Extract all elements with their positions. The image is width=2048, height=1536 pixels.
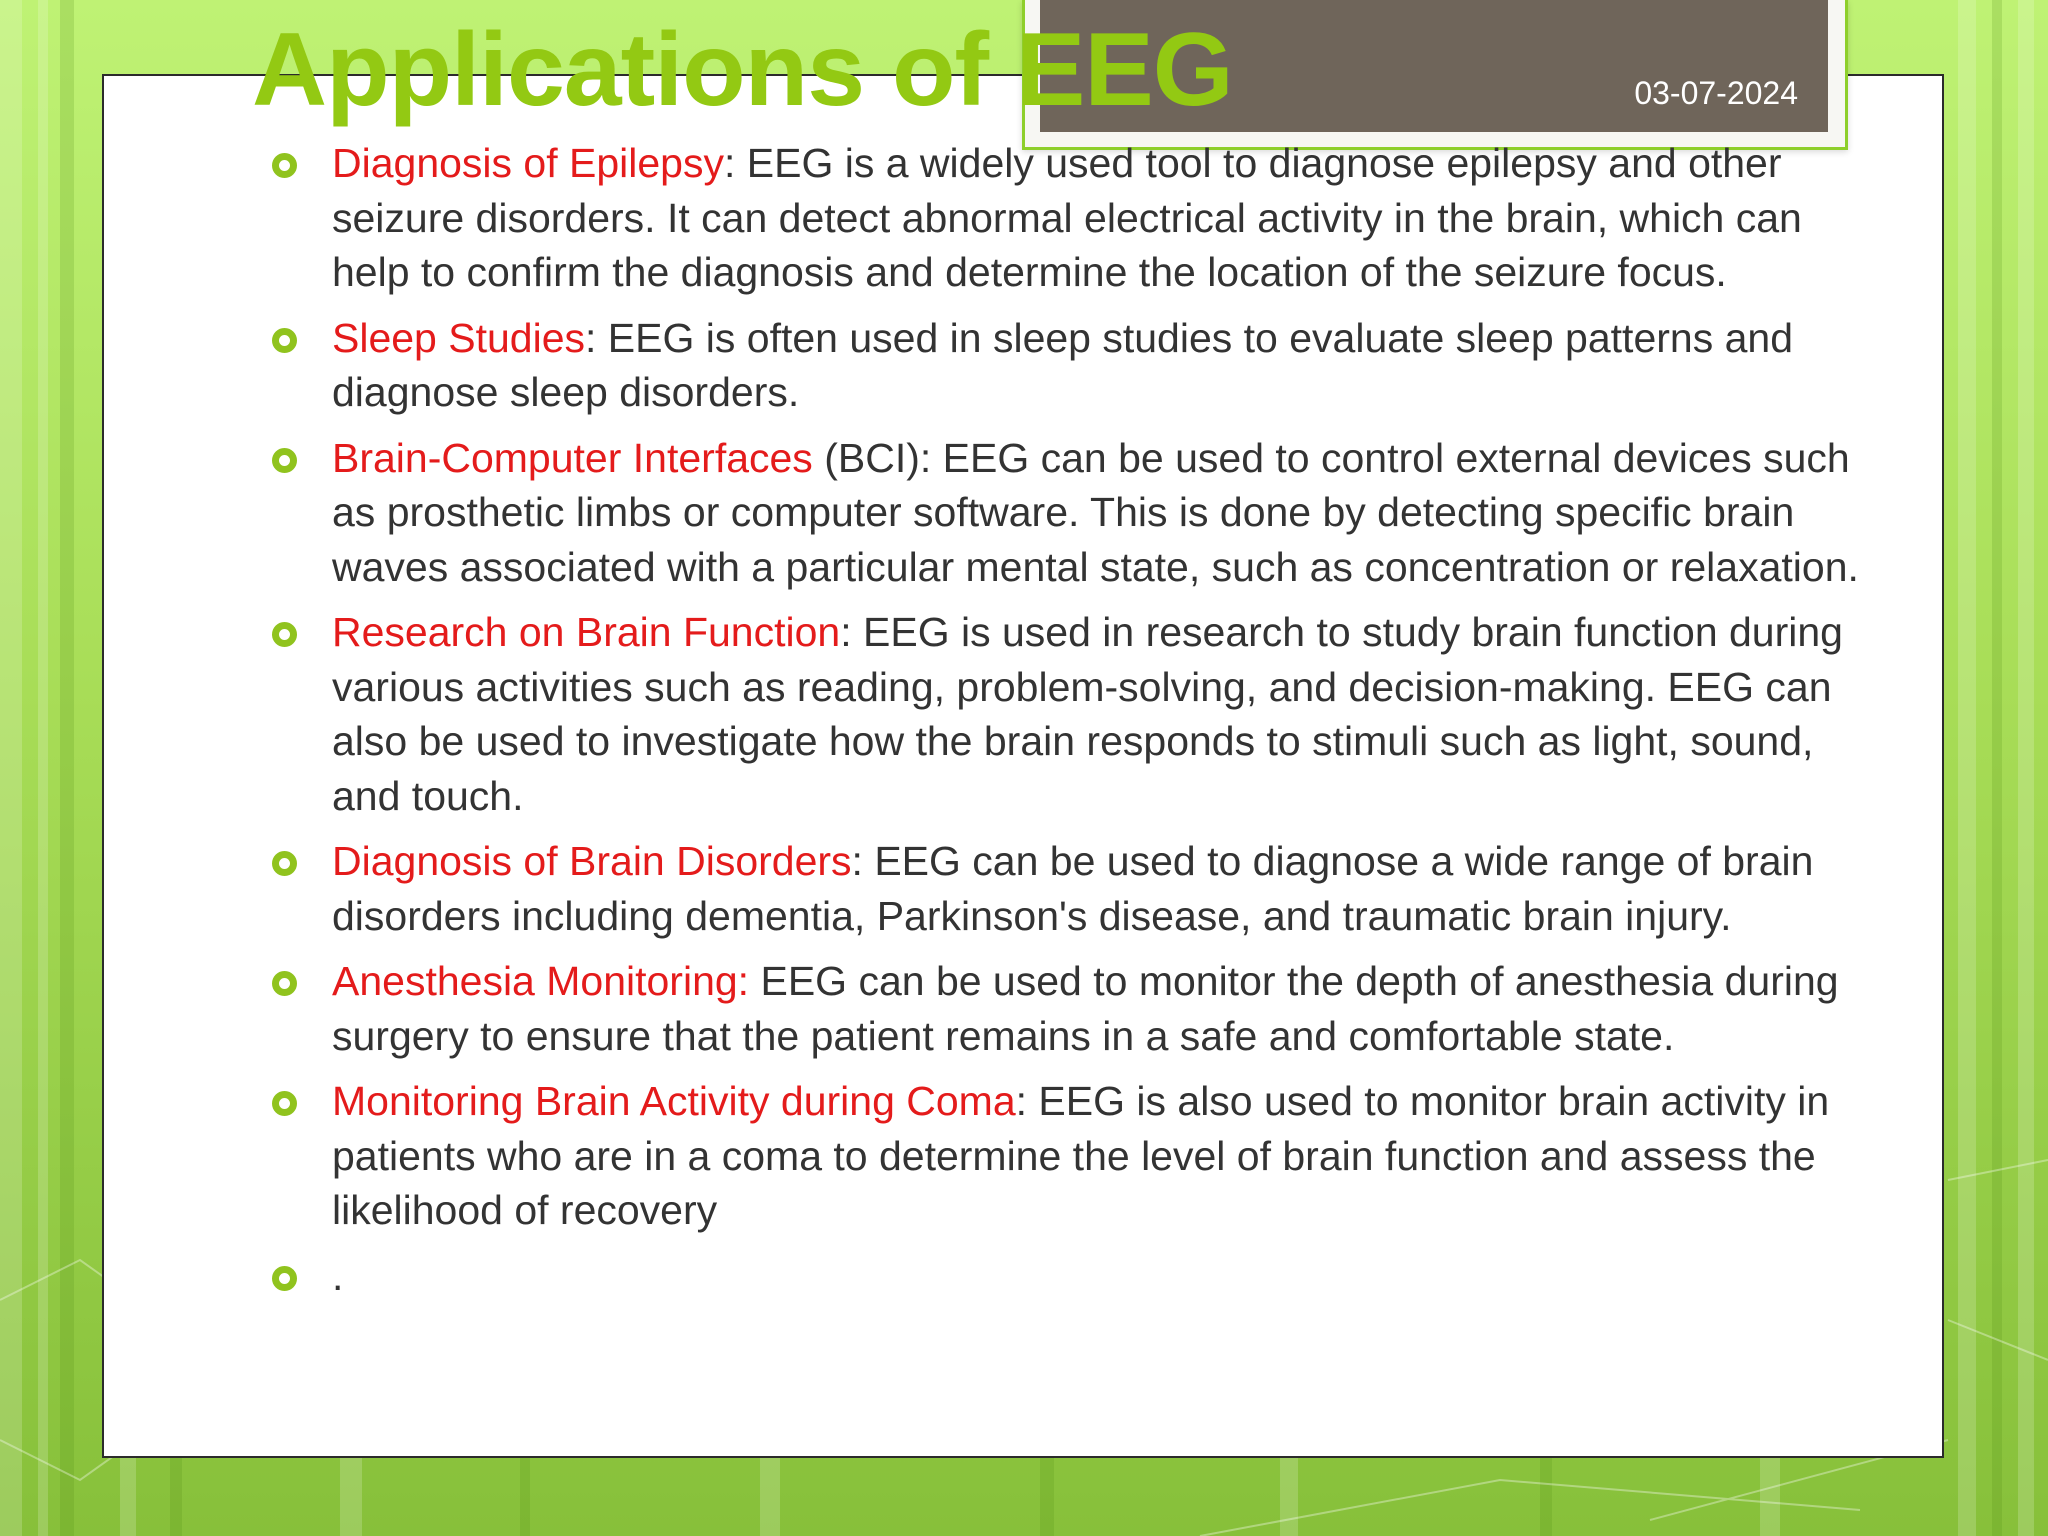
bullet-item bbox=[268, 605, 1868, 823]
bullet-circle-icon bbox=[272, 448, 297, 473]
bullet-term: Sleep Studies bbox=[332, 314, 586, 361]
bullet-term: Diagnosis of Brain Disorders bbox=[332, 838, 852, 884]
bullet-item bbox=[268, 311, 1868, 420]
bullet-text: . bbox=[332, 1252, 344, 1299]
bullet-circle-icon bbox=[272, 153, 297, 178]
bullet-item bbox=[268, 431, 1868, 595]
bullet-item bbox=[268, 136, 1868, 300]
slide-date: 03-07-2024 bbox=[1634, 75, 1798, 111]
bullet-item bbox=[268, 954, 1868, 1063]
bullet-circle-icon bbox=[272, 328, 297, 353]
bullet-circle-icon bbox=[272, 1091, 297, 1116]
bullet-term: Research on Brain Function bbox=[332, 609, 841, 655]
bullet-text: (BCI): EEG can be used to control external devices such as prosthetic limbs or computer software. This is done by detecting specific brain waves associated with a particular mental state, such as concentration or relaxation. bbox=[332, 434, 1859, 590]
bullet-item bbox=[268, 834, 1868, 943]
slide-title: Applications of EEG bbox=[252, 12, 1233, 128]
applications-list bbox=[268, 136, 1868, 1314]
bullet-item bbox=[268, 1074, 1868, 1238]
bullet-circle-icon bbox=[272, 851, 297, 876]
bullet-term: Anesthesia Monitoring: bbox=[332, 958, 750, 1004]
bullet-text: : EEG can be used to diagnose a wide range of brain disorders including dementia, Parkinson's disease, and traumatic brain injury. bbox=[332, 838, 1814, 939]
bullet-text: : EEG is also used to monitor brain activity in patients who are in a coma to determine the level of brain function and assess the likelihood of recovery bbox=[332, 1078, 1830, 1233]
bullet-circle-icon bbox=[272, 971, 297, 996]
bullet-text: : EEG is used in research to study brain function during various activities such as reading, problem-solving, and decision-making. EEG can also be used to investigate how the brain responds to stimuli such as light, sound, and touch. bbox=[332, 609, 1843, 819]
bullet-term: Monitoring Brain Activity during Coma bbox=[332, 1078, 1016, 1124]
bullet-text: : EEG is a widely used tool to diagnose epilepsy and other seizure disorders. It can detect abnormal electrical activity in the brain, which can help to confirm the diagnosis and determine the location of the seizure focus. bbox=[332, 140, 1802, 295]
bullet-term: Brain-Computer Interfaces bbox=[332, 434, 813, 481]
bullet-item bbox=[268, 1249, 1868, 1304]
bullet-circle-icon bbox=[272, 1266, 297, 1291]
bullet-text: EEG can be used to monitor the depth of anesthesia during surgery to ensure that the patient remains in a safe and comfortable state. bbox=[332, 958, 1839, 1059]
bullet-text: : EEG is often used in sleep studies to evaluate sleep patterns and diagnose sleep disorders. bbox=[332, 314, 1793, 415]
bullet-circle-icon bbox=[272, 622, 297, 647]
bullet-term: Diagnosis of Epilepsy bbox=[332, 140, 724, 186]
